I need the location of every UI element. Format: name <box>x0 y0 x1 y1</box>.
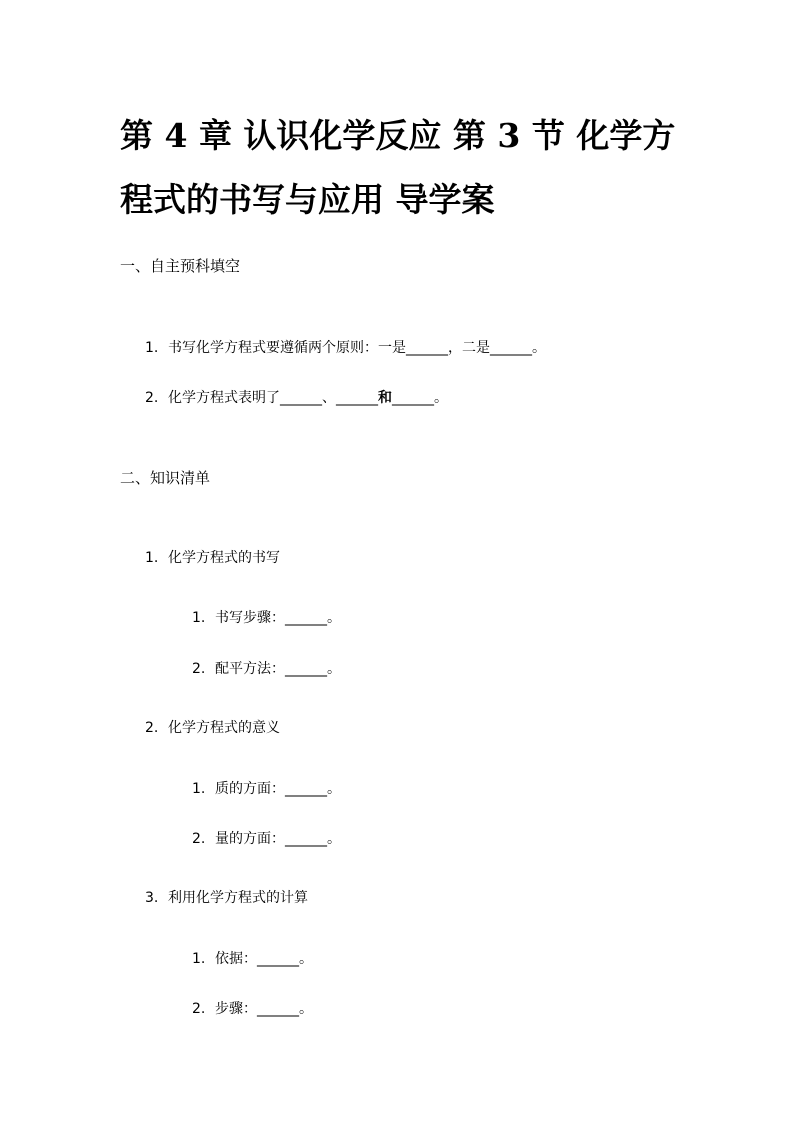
list-item <box>192 659 341 679</box>
list-item-number: 3. <box>145 890 159 906</box>
list-item <box>145 388 448 408</box>
list-item-number: 1. <box>145 550 159 566</box>
list-item <box>145 338 546 358</box>
list-item-text: 书写化学方程式要遵循两个原则：一是______，二是______。 <box>168 340 546 356</box>
list-item-text: 书写步骤：______。 <box>215 610 341 626</box>
list-item-text: 质的方面：______。 <box>215 781 341 797</box>
list-item <box>192 608 341 628</box>
list-item <box>192 829 341 849</box>
list-item <box>192 949 313 969</box>
list-item-text: ______。 <box>392 390 448 406</box>
list-item-number: 2. <box>192 1001 206 1017</box>
list-item-number: 2. <box>145 390 159 406</box>
list-item-text: 化学方程式表明了______、______ <box>168 390 378 406</box>
list-item-text: 化学方程式的书写 <box>168 550 280 566</box>
section-heading-preview: 一、自主预科填空 <box>120 257 241 275</box>
list-item-text: 步骤：______。 <box>215 1001 313 1017</box>
list-item-number: 2. <box>145 720 159 736</box>
knowledge-group-title <box>145 888 308 908</box>
list-item-text: 利用化学方程式的计算 <box>168 890 308 906</box>
list-item-number: 2. <box>192 831 206 847</box>
list-item-text: 量的方面：______。 <box>215 831 341 847</box>
list-item-text: 配平方法：______。 <box>215 661 341 677</box>
list-item <box>192 779 341 799</box>
list-item-text: 依据：______。 <box>215 951 313 967</box>
section-heading-knowledge: 二、知识清单 <box>120 469 211 487</box>
list-item-number: 1. <box>145 340 159 356</box>
list-item-text-bold: 和 <box>378 390 392 406</box>
list-item-number: 1. <box>192 951 206 967</box>
knowledge-group-title <box>145 718 280 738</box>
list-item-number: 1. <box>192 781 206 797</box>
page-title: 第 4 章 认识化学反应 第 3 节 化学方程式的书写与应用 导学案 <box>120 116 676 219</box>
list-item-number: 1. <box>192 610 206 626</box>
list-item-number: 2. <box>192 661 206 677</box>
list-item <box>192 999 313 1019</box>
list-item-text: 化学方程式的意义 <box>168 720 280 736</box>
knowledge-group-title <box>145 548 280 568</box>
